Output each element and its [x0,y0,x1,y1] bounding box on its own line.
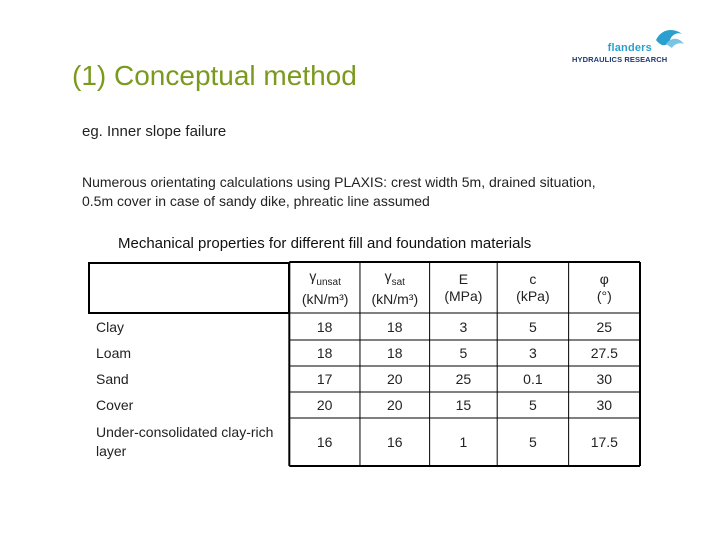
cell-value: 20 [387,397,403,413]
cell-value: 15 [455,397,472,413]
cell-value: 30 [596,397,613,413]
header-friction-angle: φ (°) [596,271,612,304]
cell-value: 16 [316,433,333,450]
slide-title: (1) Conceptual method [72,60,357,91]
row-name: Cover [96,397,134,413]
row-name: Sand [96,371,129,387]
row-name: Loam [96,345,132,361]
row-name: Clay [96,319,125,335]
table-row [89,418,640,466]
mechanical-properties-table [88,262,640,466]
cell-value: 18 [316,345,333,361]
cell-value: 18 [387,318,403,335]
cell-value: 3 [459,318,468,335]
cell-value: 25 [455,371,472,387]
table-title: Mechanical properties for different fill and foundation materials [118,235,532,252]
logo-text-flanders: flanders [607,42,652,54]
table-header-row [89,263,640,313]
cell-value: 1 [459,433,468,450]
cell-value: 27.5 [590,345,618,361]
cell-value: 5 [529,433,537,450]
example-heading: eg. Inner slope failure [82,123,227,140]
cell-value: 20 [316,397,333,413]
cell-value: 3 [529,345,537,361]
logo-text-hydraulics-research: HYDRAULICS RESEARCH [572,55,668,64]
description-text: Numerous orientating calculations using PLAXIS: crest width 5m, drained situation, 0.5m cover in case of sandy dike, phreatic line assumed [82,174,596,209]
wave-logo-icon [652,26,686,52]
cell-value: 0.1 [523,371,543,387]
cell-value: 17.5 [590,433,618,450]
cell-value: 5 [459,345,468,361]
header-cohesion: c (kPa) [516,271,550,304]
table-row [89,392,640,418]
table-row [89,366,640,392]
cell-value: 25 [596,318,613,335]
header-empty-cell [89,263,289,313]
flanders-hydraulics-logo [568,22,688,68]
table-row [89,313,640,340]
cell-value: 16 [387,433,403,450]
cell-value: 17 [316,371,333,387]
table-row [89,340,640,366]
header-e-modulus: E (MPa) [444,271,483,304]
header-gamma-unsat: $\gamma_{unsat}$ (kN/m³) [301,268,349,307]
cell-value: 5 [529,397,537,413]
row-name: Under-consolidated clay-rich layer [96,424,274,459]
cell-value: 20 [387,371,403,387]
cell-value: 5 [529,318,537,335]
cell-value: 18 [316,318,333,335]
cell-value: 18 [387,345,403,361]
header-gamma-sat: $\gamma_{sat}$ (kN/m³) [371,268,419,307]
cell-value: 30 [596,371,613,387]
